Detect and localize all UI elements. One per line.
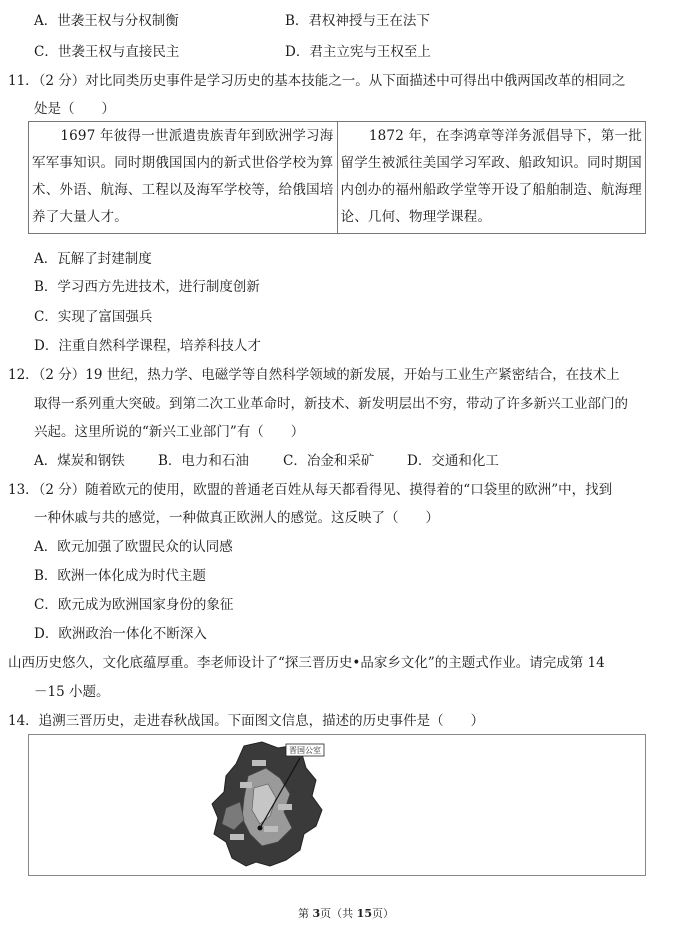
q12-option-d: D．交通和化工 (407, 453, 499, 469)
q13-option-b: B．欧洲一体化成为时代主题 (34, 568, 206, 584)
q12-stem-line-2: 取得一系列重大突破。到第二次工业革命时，新技术、新发明层出不穷，带动了许多新兴工业部门的 (34, 396, 628, 412)
q11-option-c: C．实现了富国强兵 (34, 309, 153, 325)
q11-comparison-table (28, 121, 646, 234)
map-region-label-box (252, 760, 266, 766)
q12-option-a: A．煤炭和钢铁 (34, 453, 125, 469)
q11-option-a: A．瓦解了封建制度 (34, 251, 152, 267)
map-star-marker (258, 826, 263, 831)
q12-option-b: B．电力和石油 (158, 453, 249, 469)
q11-option-b: B．学习西方先进技术，进行制度创新 (34, 279, 260, 295)
map-region-label-box (240, 782, 252, 788)
map-region-label-box (278, 804, 292, 810)
q11-table-cell-china: 1872 年，在李鸿章等洋务派倡导下，第一批留学生被派往美国学习军政、船政知识。同时期国内创办的福州船政学堂等开设了船舶制造、航海理论、几何、物理学课程。 (337, 122, 646, 234)
footer-page-number: 3 (312, 907, 321, 920)
prev-option-c: C．世袭王权与直接民主 (34, 44, 180, 60)
q13-option-d: D．欧洲政治一体化不断深入 (34, 626, 207, 642)
q11-stem-line-1: 11．（2 分）对比同类历史事件是学习历史的基本技能之一。从下面描述中可得出中俄两国改革的相同之 (8, 73, 626, 89)
q14-image-frame (28, 734, 646, 876)
q12-stem-line-1: 12．（2 分）19 世纪，热力学、电磁学等自然科学领域的新发展，开始与工业生产紧密结合，在技术上 (8, 367, 620, 383)
intro-line-2: －15 小题。 (34, 684, 110, 700)
page-footer (0, 905, 692, 921)
map-region-label-box (230, 834, 244, 840)
footer-suffix: 页） (371, 907, 394, 920)
footer-middle: 页（共 (320, 907, 357, 920)
q13-option-a: A．欧元加强了欧盟民众的认同感 (34, 539, 233, 555)
q11-table-cell-russia: 1697 年彼得一世派遣贵族青年到欧洲学习海军军事知识。同时期俄国国内的新式世俗学校为算术、外语、航海、工程以及海军学校等，给俄国培养了大量人才。 (29, 122, 338, 234)
prev-option-a: A．世袭王权与分权制衡 (34, 13, 179, 29)
q11-option-d: D．注重自然科学课程，培养科技人才 (34, 338, 261, 354)
q13-stem-line-2: 一种休戚与共的感觉，一种做真正欧洲人的感觉。这反映了（ ） (34, 510, 439, 526)
intro-line-1: 山西历史悠久，文化底蕴厚重。李老师设计了“探三晋历史•品家乡文化”的主题式作业。请完成第 14 (8, 655, 605, 671)
q13-option-c: C．欧元成为欧洲国家身份的象征 (34, 597, 234, 613)
footer-prefix: 第 (298, 907, 313, 920)
q12-stem-line-3: 兴起。这里所说的“新兴工业部门”有（ ） (34, 424, 305, 440)
q14-stem: 14．追溯三晋历史，走进春秋战国。下面图文信息，描述的历史事件是（ ） (8, 713, 485, 729)
q13-stem-line-1: 13．（2 分）随着欧元的使用，欧盟的普通老百姓从每天都看得见、摸得着的“口袋里的欧洲”中，找到 (8, 482, 613, 498)
map-region-label-box (264, 826, 278, 832)
q12-option-c: C．冶金和采矿 (283, 453, 375, 469)
jin-partition-map (204, 738, 334, 870)
footer-total-pages: 15 (356, 907, 372, 920)
map-callout-text: 晋国公室 (289, 746, 321, 755)
prev-option-d: D．君主立宪与王权至上 (285, 44, 431, 60)
q11-stem-line-2: 处是（ ） (34, 101, 115, 117)
prev-option-b: B．君权神授与王在法下 (285, 13, 430, 29)
